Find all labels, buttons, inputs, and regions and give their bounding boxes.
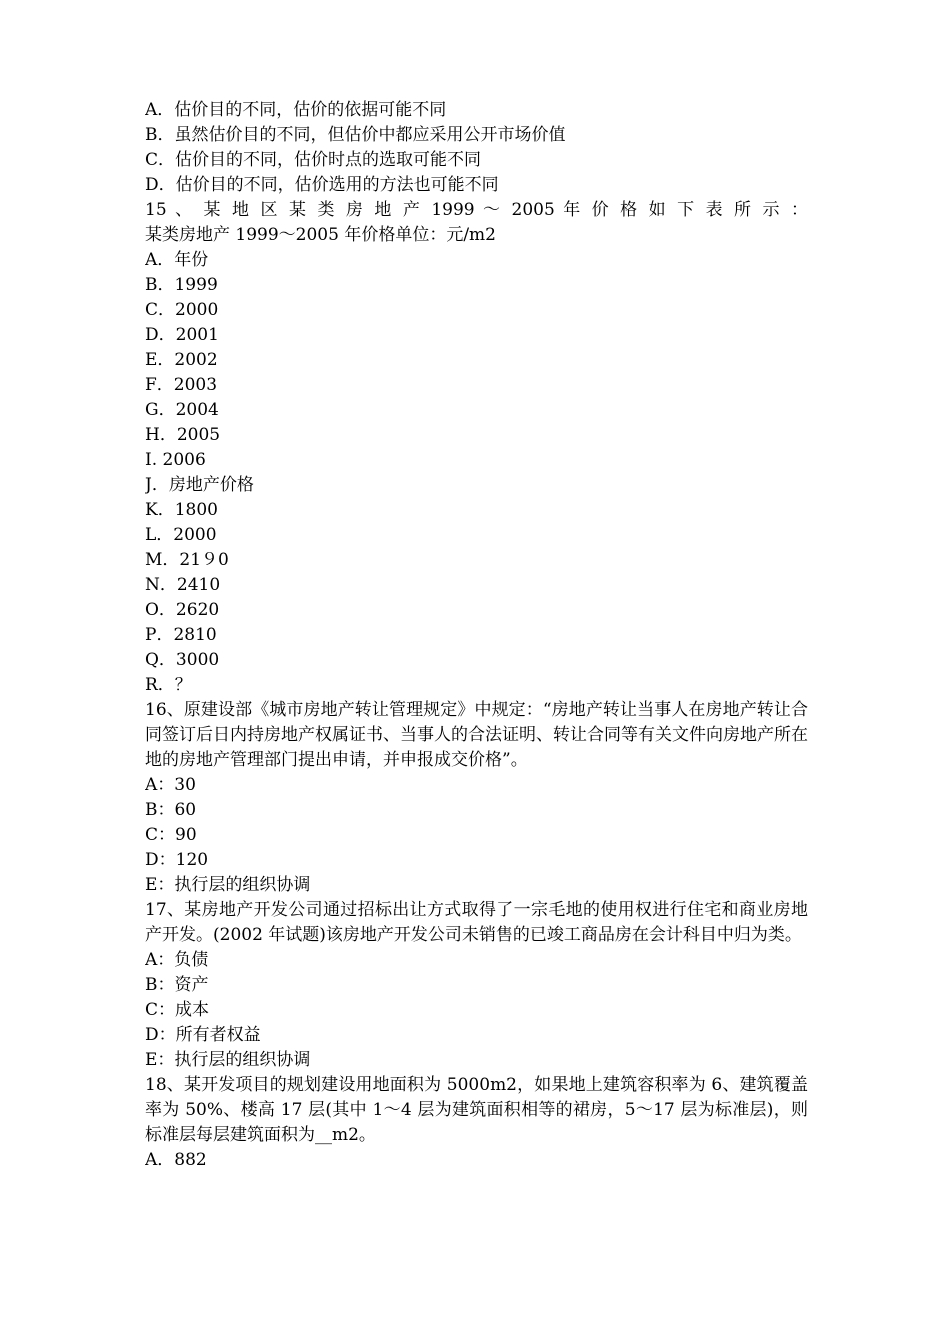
q15-option: R．？ [145, 675, 192, 695]
question-17-stem: 17、某房地产开发公司通过招标出让方式取得了一宗毛地的使用权进行住宅和商业房地产开发。(2002 年试题)该房地产开发公司未销售的已竣工商品房在会计科目中归为类。 [145, 900, 808, 945]
q15-option: E．2002 [145, 350, 218, 370]
q15-option: F．2003 [145, 375, 218, 395]
q15-option: A．年份 [145, 250, 209, 270]
q15-option: G．2004 [145, 400, 219, 420]
q15-option: Q．3000 [145, 650, 220, 670]
q15-option: J．房地产价格 [145, 475, 254, 495]
q16-option: E：执行层的组织协调 [145, 875, 311, 895]
q15-option: K．1800 [145, 500, 218, 520]
q16-option: D：120 [145, 850, 209, 870]
option-line: D．估价目的不同，估价选用的方法也可能不同 [145, 175, 499, 195]
q15-option: M．21９0 [145, 550, 229, 570]
option-line: C．估价目的不同，估价时点的选取可能不同 [145, 150, 482, 170]
option-line: A．估价目的不同，估价的依据可能不同 [145, 100, 447, 120]
q15-option: C．2000 [145, 300, 219, 320]
q17-option: E：执行层的组织协调 [145, 1050, 311, 1070]
document-body [145, 98, 808, 1173]
q15-option: I. 2006 [145, 450, 206, 470]
q15-option: O．2620 [145, 600, 220, 620]
q17-option: B：资产 [145, 975, 209, 995]
q15-option: P．2810 [145, 625, 217, 645]
q15-option: D．2001 [145, 325, 219, 345]
question-16-stem: 16、原建设部《城市房地产转让管理规定》中规定：“房地产转让当事人在房地产转让合同签订后日内持房地产权属证书、当事人的合法证明、转让合同等有关文件向房地产所在地的房地产管理部门提出申请，并申报成交价格”。 [145, 700, 808, 770]
question-15-stem-line1: 15 、 某 地 区 某 类 房 地 产 1999 ～ 2005 年 价 格 如 下 表 所 示 ： [145, 200, 808, 220]
q15-option: H．2005 [145, 425, 221, 445]
q16-option: C：90 [145, 825, 197, 845]
q17-option: C：成本 [145, 1000, 210, 1020]
question-15-stem-line2: 某类房地产 1999～2005 年价格单位：元/m2 [145, 225, 496, 245]
q17-option: A：负债 [145, 950, 209, 970]
q15-option: B．1999 [145, 275, 218, 295]
option-line: B．虽然估价目的不同，但估价中都应采用公开市场价值 [145, 125, 566, 145]
q18-option: A．882 [145, 1150, 207, 1170]
q16-option: B：60 [145, 800, 197, 820]
question-18-stem: 18、某开发项目的规划建设用地面积为 5000m2，如果地上建筑容积率为 6、建筑覆盖率为 50%、楼高 17 层(其中 1～4 层为建筑面积相等的裙房，5～17 层为标准层)，则标准层每层建筑面积为__m2。 [145, 1075, 808, 1145]
q17-option: D：所有者权益 [145, 1025, 261, 1045]
q15-option: N．2410 [145, 575, 221, 595]
q16-option: A：30 [145, 775, 196, 795]
q15-option: L．2000 [145, 525, 217, 545]
